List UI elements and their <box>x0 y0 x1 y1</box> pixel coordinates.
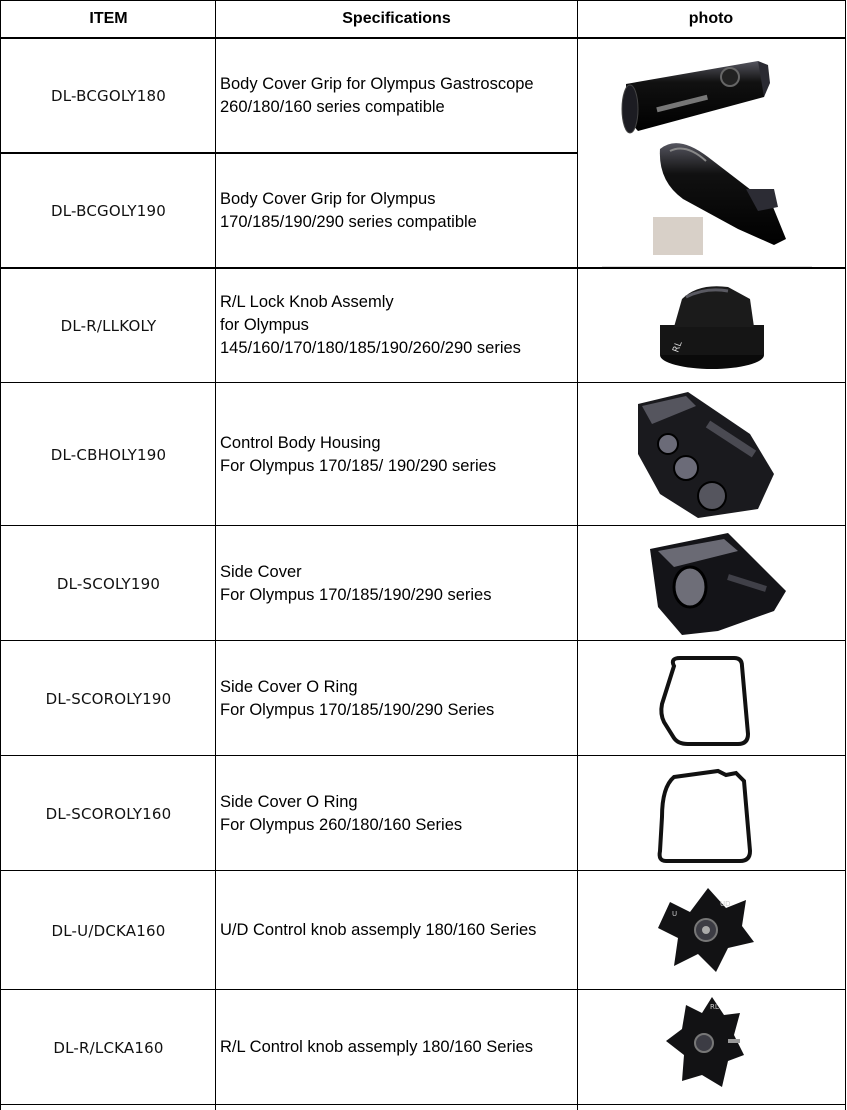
spec-line: Side Cover <box>220 562 302 581</box>
spec-line: 145/160/170/180/185/190/260/290 series <box>220 339 521 357</box>
svg-text:U: U <box>672 910 678 918</box>
spec-line: R/L Lock Knob Assemly <box>220 293 394 311</box>
spec-line: For Olympus 170/185/190/290 Series <box>220 700 495 719</box>
spec-line: Body Cover Grip for Olympus <box>220 189 436 208</box>
table-row <box>0 757 847 870</box>
svg-text:RL: RL <box>710 1003 719 1011</box>
item-code: DL-SCOLY190 <box>56 574 161 593</box>
grid-line <box>0 525 846 526</box>
table-row <box>0 642 847 755</box>
side-cover-photo <box>578 527 844 640</box>
spec-text <box>220 872 576 989</box>
item-code: DL-U/DCKA160 <box>51 921 166 940</box>
grid-line <box>845 0 846 1110</box>
spec-text <box>220 154 576 267</box>
grid-line <box>0 37 846 39</box>
control-knob-photo <box>578 991 844 1104</box>
table-row <box>0 872 847 989</box>
spec-text <box>220 642 576 755</box>
spec-line: Side Cover O Ring <box>220 677 358 696</box>
spec-text <box>220 39 576 152</box>
grid-line <box>0 989 846 990</box>
spec-line: Side Cover O Ring <box>220 792 358 811</box>
o-ring-photo <box>578 757 844 870</box>
table-row <box>0 527 847 640</box>
spec-text <box>220 269 576 382</box>
table-row <box>0 269 847 382</box>
spec-line: Body Cover Grip for Olympus Gastroscope <box>220 74 534 93</box>
spec-line: for Olympus <box>220 316 309 334</box>
grid-line <box>0 382 846 383</box>
table-row <box>0 384 847 525</box>
item-code: DL-BCGOLY180 <box>50 86 166 105</box>
grid-line <box>0 640 846 641</box>
item-code: DL-BCGOLY190 <box>50 201 166 220</box>
grid-line <box>0 755 846 756</box>
spec-line: 260/180/160 series compatible <box>220 97 445 116</box>
control-knob-photo <box>578 872 844 989</box>
lock-knob-photo <box>578 269 844 382</box>
grid-line <box>0 1104 846 1105</box>
grid-line <box>0 152 578 154</box>
spec-text <box>220 527 576 640</box>
grid-line <box>0 870 846 871</box>
grid-line <box>0 267 846 269</box>
item-code: DL-SCOROLY190 <box>45 689 172 708</box>
spec-line: Control Body Housing <box>220 433 381 452</box>
svg-text:UD: UD <box>720 900 731 908</box>
spec-line: 170/185/190/290 series compatible <box>220 212 477 231</box>
control-body-housing-photo <box>578 384 844 525</box>
item-code: DL-SCOROLY160 <box>45 804 172 823</box>
item-code: DL-R/LCKA160 <box>53 1038 164 1057</box>
header-specifications: Specifications <box>342 10 451 27</box>
spec-line: For Olympus 170/185/190/290 series <box>220 585 492 604</box>
item-code: DL-CBHOLY190 <box>50 445 167 464</box>
item-code: DL-R/LLKOLY <box>60 316 157 335</box>
o-ring-photo <box>578 642 844 755</box>
grid-line <box>0 0 1 1110</box>
spec-text <box>220 991 576 1104</box>
body-cover-grip-photo <box>578 39 844 267</box>
spec-line: For Olympus 170/185/ 190/290 series <box>220 456 497 475</box>
spec-text <box>220 757 576 870</box>
grid-line <box>577 0 578 1110</box>
header-photo: photo <box>688 10 734 27</box>
grid-line <box>215 0 216 1110</box>
spec-line: For Olympus 260/180/160 Series <box>220 815 463 834</box>
table-row <box>0 991 847 1104</box>
svg-text:RL: RL <box>671 340 685 355</box>
spec-line: R/L Control knob assemply 180/160 Series <box>220 1038 534 1056</box>
grid-line <box>0 0 846 1</box>
spec-text <box>220 384 576 525</box>
header-item: ITEM <box>89 10 128 27</box>
spec-line: U/D Control knob assemply 180/160 Series <box>220 921 537 939</box>
